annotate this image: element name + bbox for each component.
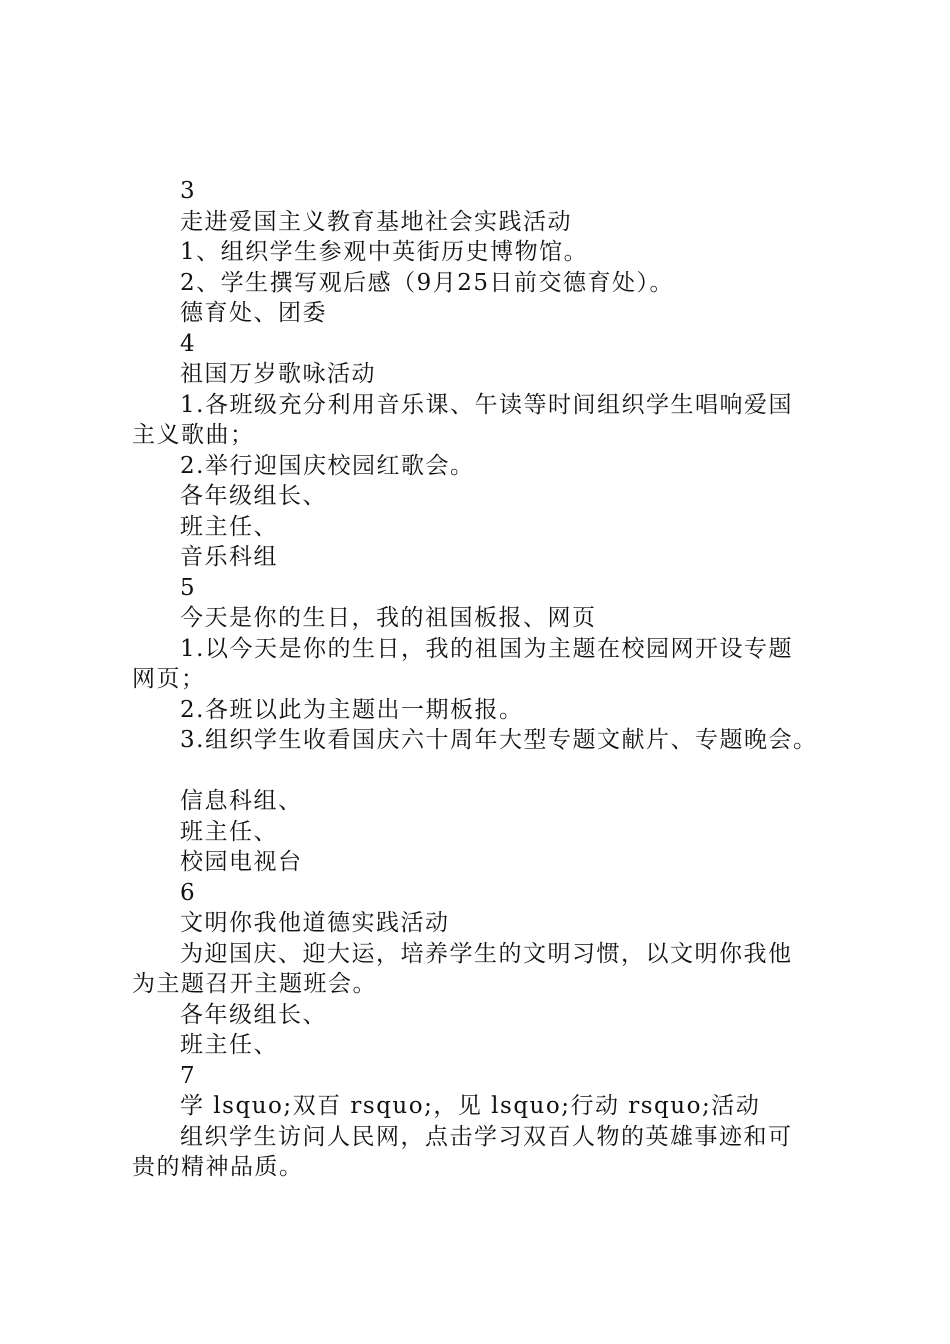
text-line: 班主任、 — [180, 513, 278, 540]
text-line: 2、学生撰写观后感（9月25日前交德育处）。 — [180, 269, 675, 296]
text-line: 今天是你的生日，我的祖国板报、网页 — [180, 605, 597, 631]
text-line: 文明你我他道德实践活动 — [180, 910, 450, 936]
text-line: 1.各班级充分利用音乐课、午读等时间组织学生唱响爱国 — [180, 391, 793, 418]
text-line: 2.各班以此为主题出一期板报。 — [180, 696, 524, 723]
text-line: 班主任、 — [180, 1032, 278, 1058]
text-line: 2.举行迎国庆校园红歌会。 — [180, 452, 475, 479]
text-line: 5 — [180, 574, 197, 601]
text-line: 网页； — [132, 666, 206, 692]
text-line: 4 — [180, 330, 197, 357]
text-line: 7 — [180, 1062, 197, 1089]
text-line: 信息科组、 — [180, 788, 303, 814]
document-body — [132, 176, 832, 1183]
text-line: 校园电视台 — [180, 849, 303, 875]
text-line: 1、组织学生参观中英街历史博物馆。 — [180, 239, 589, 265]
text-line: 组织学生访问人民网，点击学习双百人物的英雄事迹和可 — [180, 1123, 793, 1150]
text-line: 为迎国庆、迎大运，培养学生的文明习惯，以文明你我他 — [180, 940, 793, 967]
text-line: 1.以今天是你的生日，我的祖国为主题在校园网开设专题 — [180, 635, 793, 662]
text-line: 各年级组长、 — [180, 483, 327, 509]
text-line: 学 lsquo;双百 rsquo;，见 lsquo;行动 rsquo;活动 — [180, 1093, 761, 1119]
text-line: 3.组织学生收看国庆六十周年大型专题文献片、专题晚会。 — [180, 727, 818, 753]
text-line: 3 — [180, 178, 197, 204]
text-line: 主义歌曲； — [132, 422, 255, 448]
text-line: 6 — [180, 879, 197, 906]
text-line: 贵的精神品质。 — [132, 1154, 304, 1180]
text-line: 音乐科组 — [180, 544, 278, 570]
text-line: 走进爱国主义教育基地社会实践活动 — [180, 208, 572, 235]
blank-line — [132, 756, 832, 787]
text-line: 各年级组长、 — [180, 1001, 327, 1028]
text-line: 祖国万岁歌咏活动 — [180, 361, 376, 387]
text-line: 班主任、 — [180, 818, 278, 845]
text-line: 德育处、团委 — [180, 300, 327, 326]
text-line: 为主题召开主题班会。 — [132, 971, 377, 997]
